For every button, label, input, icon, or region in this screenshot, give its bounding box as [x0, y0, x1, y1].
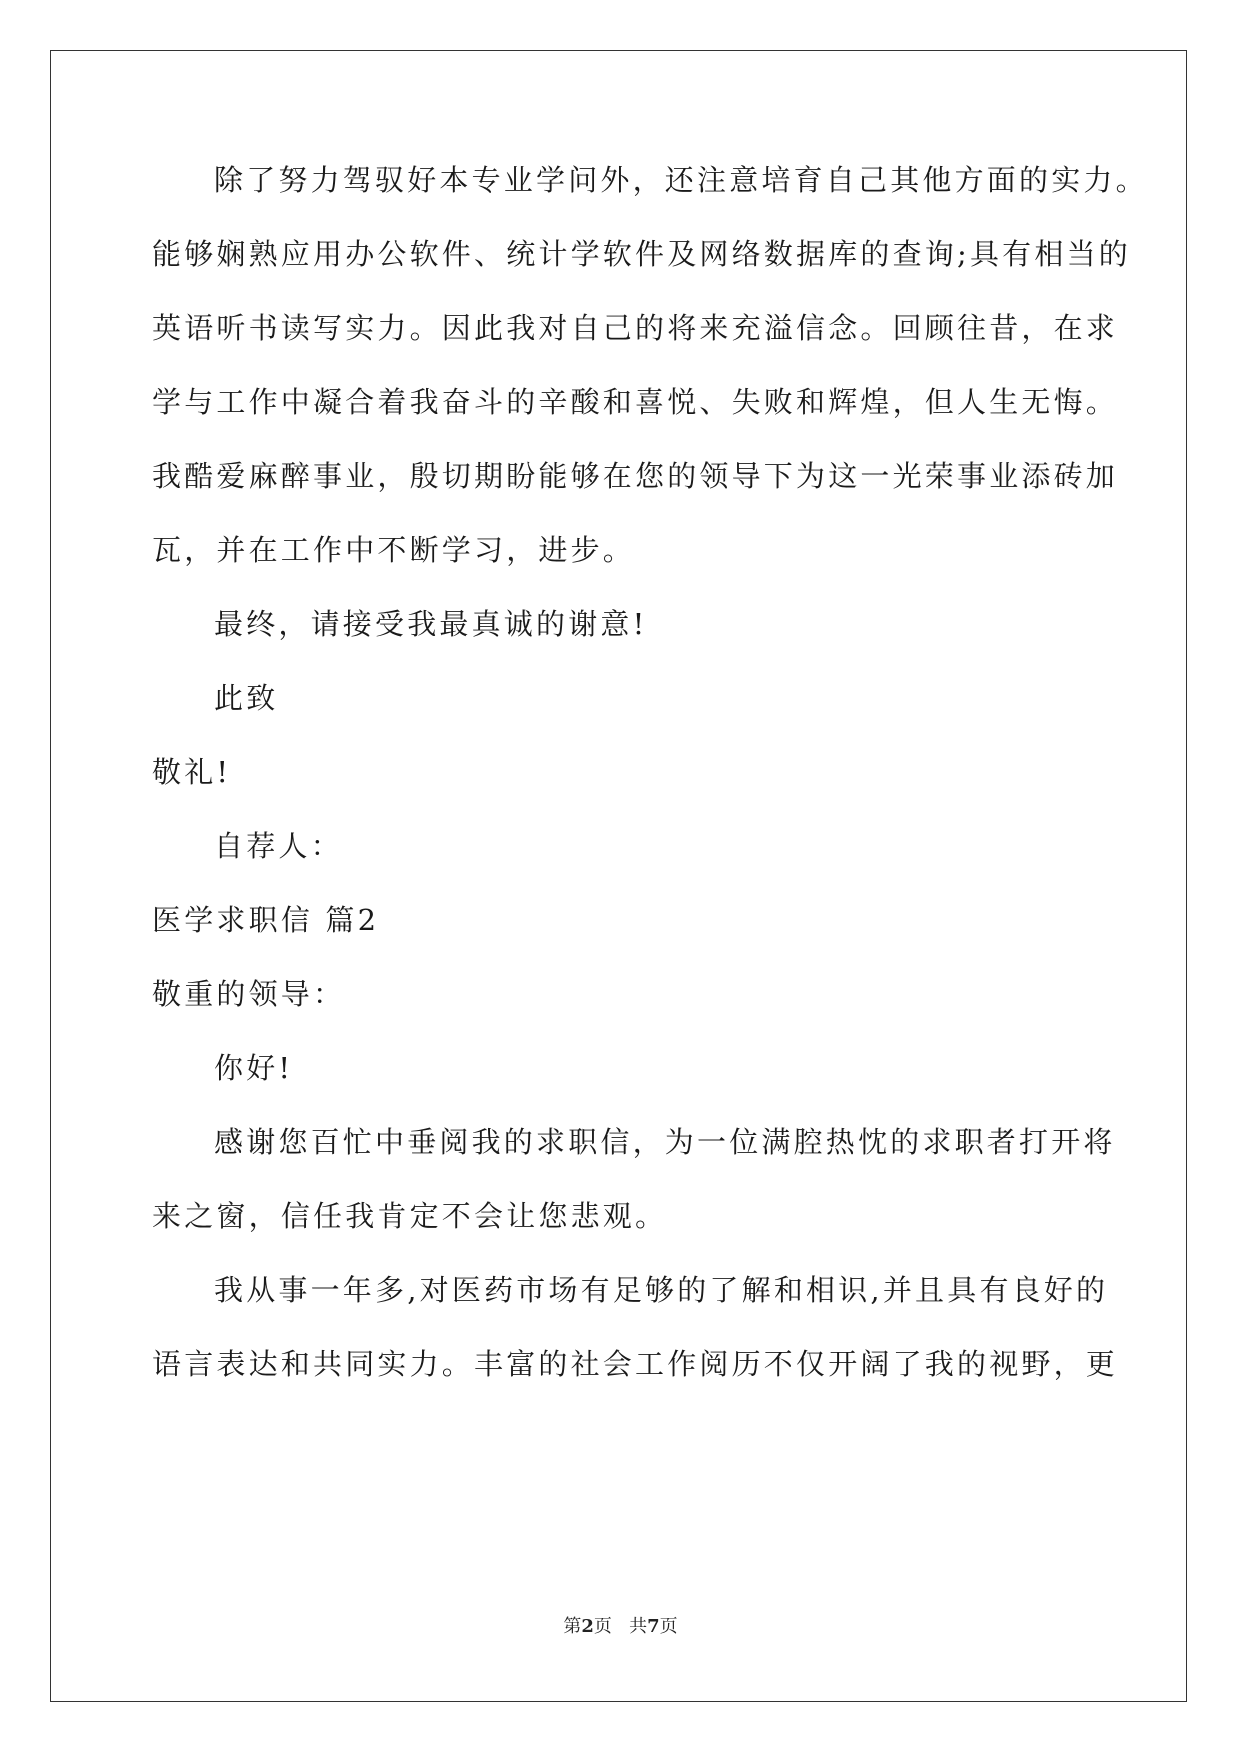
total-prefix: 共: [629, 1616, 648, 1637]
paragraph-line: 我从事一年多,对医药市场有足够的了解和相识,并且具有良好的: [214, 1273, 1109, 1307]
paragraph-line: 能够娴熟应用办公软件、统计学软件及网络数据库的查询;具有相当的: [152, 237, 1131, 271]
salutation-line: 敬礼!: [152, 755, 232, 789]
page-prefix: 第: [563, 1616, 582, 1637]
salutation-line: 此致: [214, 681, 279, 715]
page-current: 2: [581, 1616, 594, 1637]
section-heading: 医学求职信 篇2: [152, 903, 380, 937]
total-suffix: 页: [659, 1616, 678, 1637]
signature-line: 自荐人：: [214, 829, 343, 863]
greeting-line: 你好!: [214, 1051, 294, 1085]
closing-line: 最终，请接受我最真诚的谢意!: [214, 607, 648, 641]
page-suffix: 页: [593, 1616, 612, 1637]
paragraph-line: 来之窗，信任我肯定不会让您悲观。: [152, 1199, 668, 1233]
greeting-line: 敬重的领导：: [152, 977, 346, 1011]
paragraph-line: 语言表达和共同实力。丰富的社会工作阅历不仅开阔了我的视野，更: [152, 1347, 1119, 1381]
paragraph-line: 英语听书读写实力。因此我对自己的将来充溢信念。回顾往昔，在求: [152, 311, 1119, 345]
paragraph-line: 瓦，并在工作中不断学习，进步。: [152, 533, 636, 567]
page-total: 7: [647, 1616, 660, 1637]
paragraph-line: 除了努力驾驭好本专业学问外，还注意培育自己其他方面的实力。: [214, 163, 1148, 197]
page-border: [50, 50, 1187, 1702]
paragraph-line: 感谢您百忙中垂阅我的求职信，为一位满腔热忱的求职者打开将: [214, 1125, 1116, 1159]
paragraph-line: 我酷爱麻醉事业，殷切期盼能够在您的领导下为这一光荣事业添砖加: [152, 459, 1119, 493]
paragraph-line: 学与工作中凝合着我奋斗的辛酸和喜悦、失败和辉煌，但人生无悔。: [152, 385, 1119, 419]
page-footer: [0, 1612, 1241, 1638]
